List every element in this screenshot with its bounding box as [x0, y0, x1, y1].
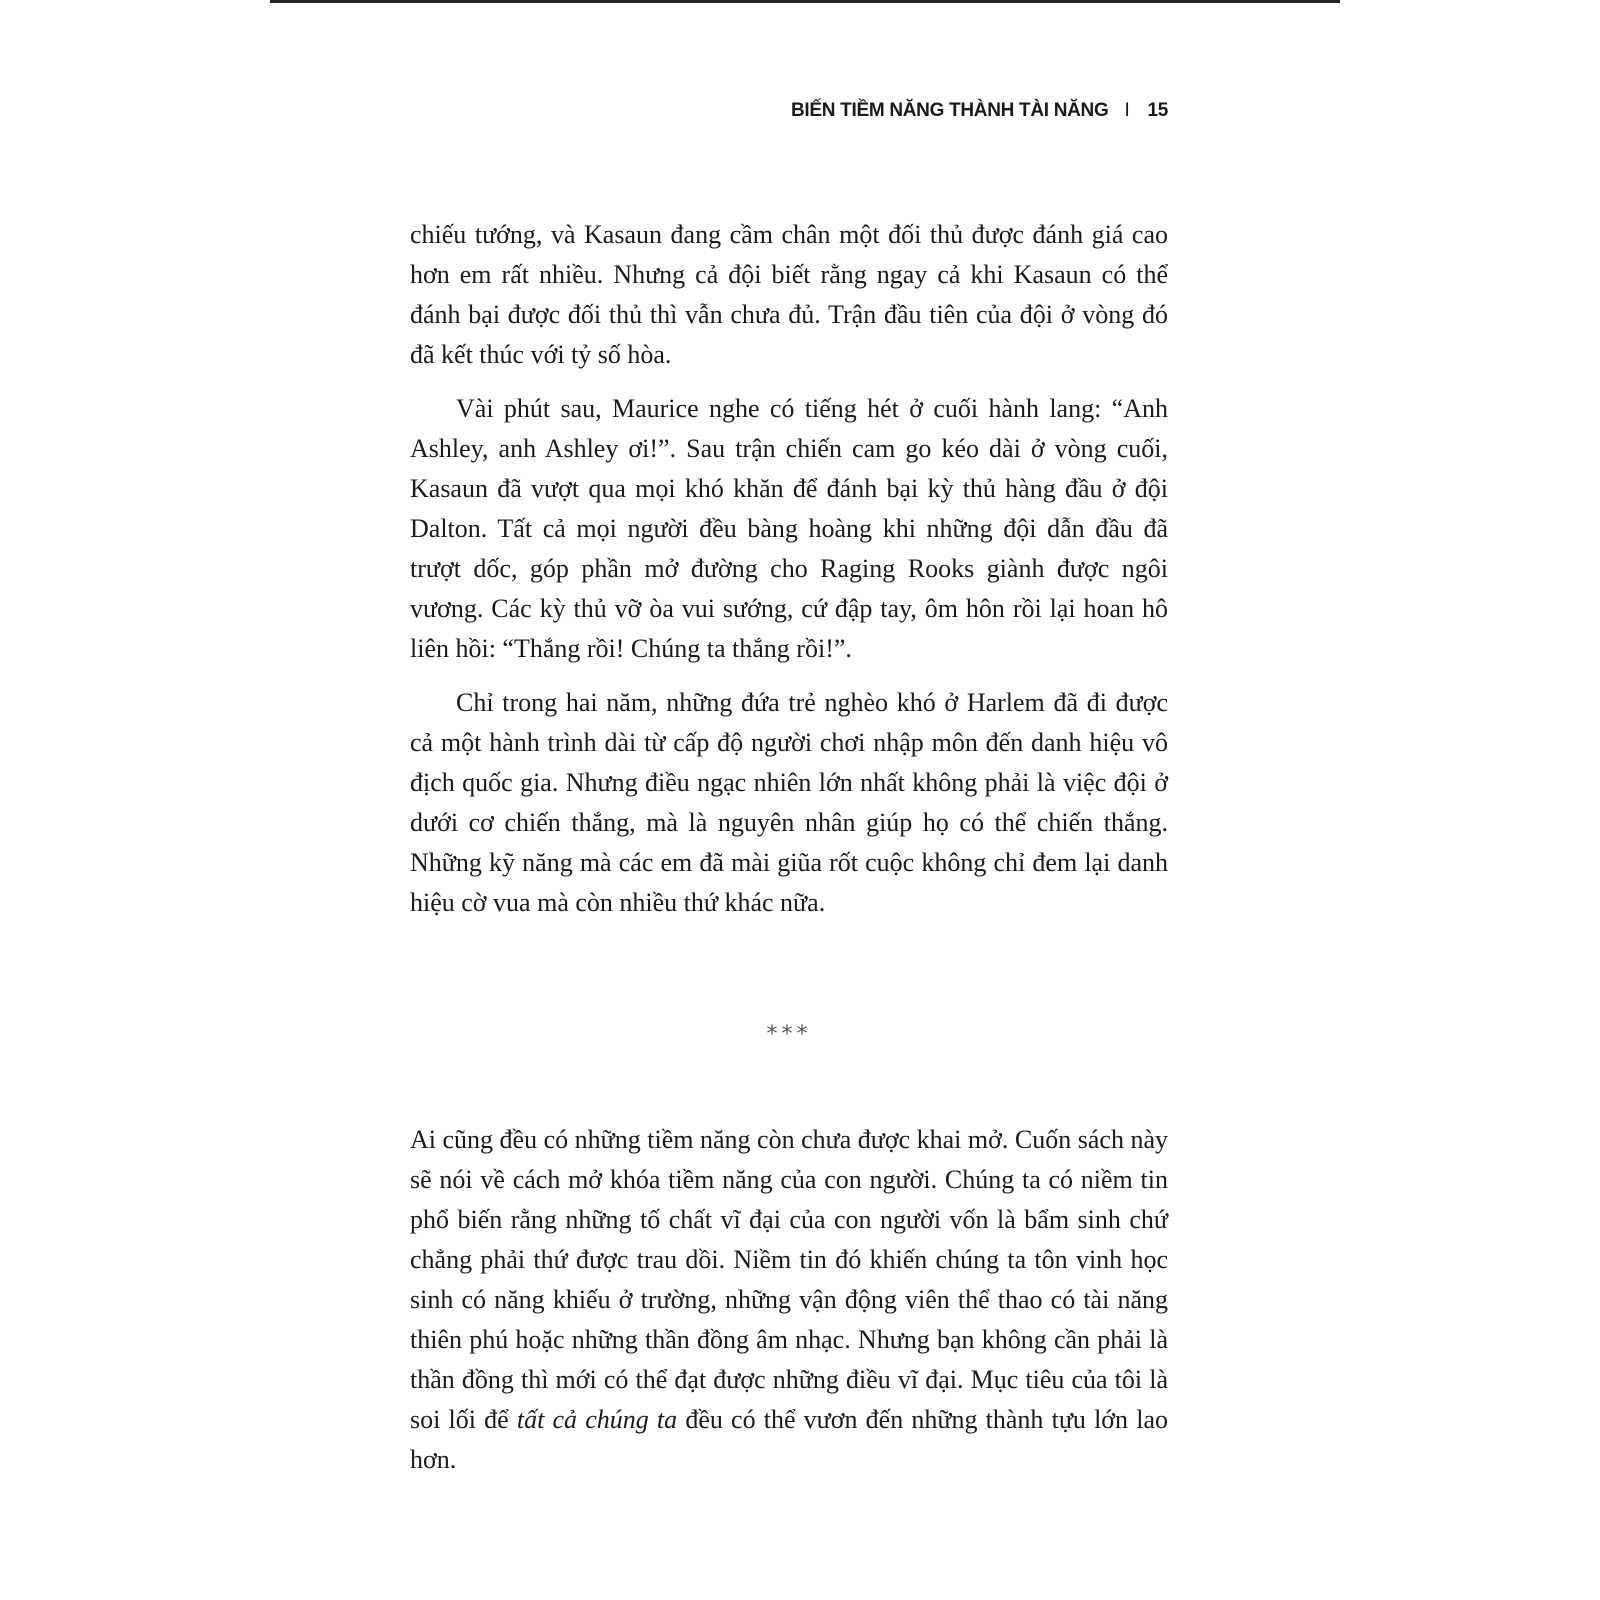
paragraph: Chỉ trong hai năm, những đứa trẻ nghèo khó ở Harlem đã đi được cả một hành trình dài từ cấp độ người chơi nhập môn đến danh hiệu vô địch quốc gia. Nhưng điều ngạc nhiên lớn nhất không phải là việc đội ở dưới cơ chiến thắng, mà là nguyên nhân giúp họ có thể chiến thắng. Những kỹ năng mà các em đã mài giũa rốt cuộc không chỉ đem lại danh hiệu cờ vua mà còn nhiều thứ khác nữa.: [410, 688, 1168, 917]
body-text-lower: [410, 1120, 1168, 1494]
paragraph-text-end: đều có thể vươn đến những thành tựu lớn lao hơn.: [410, 1405, 1168, 1474]
page-number: 15: [1147, 100, 1168, 121]
paragraph: [410, 1120, 1168, 1480]
header-separator: I: [1124, 100, 1130, 121]
running-title: BIẾN TIỀM NĂNG THÀNH TÀI NĂNG: [791, 100, 1109, 121]
section-break: ***: [766, 1022, 812, 1047]
body-text-upper: [410, 215, 1168, 937]
emphasis-text: tất cả chúng ta: [516, 1405, 678, 1434]
top-rule: [270, 0, 1340, 3]
running-head: [791, 100, 1168, 122]
paragraph-text: Ai cũng đều có những tiềm năng còn chưa được khai mở. Cuốn sách này sẽ nói về cách mở khóa tiềm năng của con người. Chúng ta có niềm tin phổ biến rằng những tố chất vĩ đại của con người vốn là bẩm sinh chứ chẳng phải thứ được trau dồi. Niềm tin đó khiến chúng ta tôn vinh học sinh có năng khiếu ở trường, những vận động viên thể thao có tài năng thiên phú hoặc những thần đồng âm nhạc. Nhưng bạn không cần phải là thần đồng thì mới có thể đạt được những điều vĩ đại. Mục tiêu của tôi là soi lối để: [410, 1125, 1168, 1434]
paragraph: Vài phút sau, Maurice nghe có tiếng hét ở cuối hành lang: “Anh Ashley, anh Ashley ơi!”. Sau trận chiến cam go kéo dài ở vòng cuối, Kasaun đã vượt qua mọi khó khăn để đánh bại kỳ thủ hàng đầu ở đội Dalton. Tất cả mọi người đều bàng hoàng khi những đội dẫn đầu đã trượt dốc, góp phần mở đường cho Raging Rooks giành được ngôi vương. Các kỳ thủ vỡ òa vui sướng, cứ đập tay, ôm hôn rồi lại hoan hô liên hồi: “Thắng rồi! Chúng ta thắng rồi!”.: [410, 394, 1168, 663]
paragraph-continued: chiếu tướng, và Kasaun đang cầm chân một đối thủ được đánh giá cao hơn em rất nhiều. Nhưng cả đội biết rằng ngay cả khi Kasaun có thể đánh bại được đối thủ thì vẫn chưa đủ. Trận đầu tiên của đội ở vòng đó đã kết thúc với tỷ số hòa.: [410, 220, 1168, 369]
